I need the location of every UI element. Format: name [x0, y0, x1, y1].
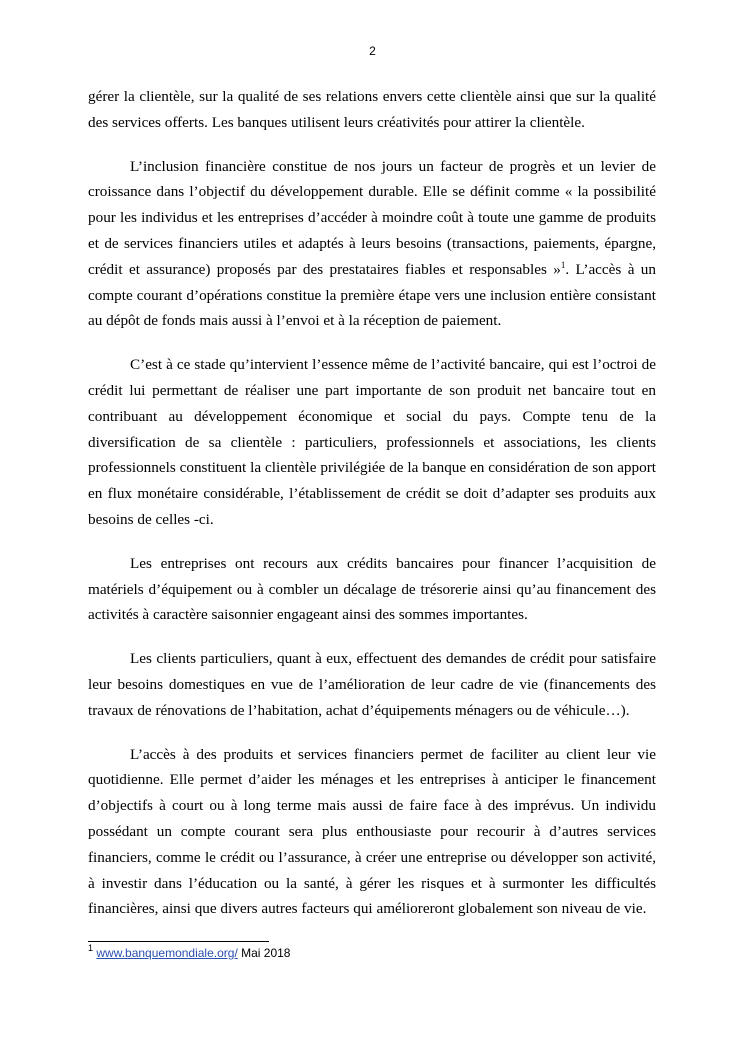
footnote-link[interactable]: www.banquemondiale.org/ — [96, 946, 238, 960]
paragraph-continuation: gérer la clientèle, sur la qualité de ses relations envers cette clientèle ainsi que sur la qualité des services offerts. Les banques utilisent leurs créativités pour attirer la clientèle. — [88, 88, 656, 131]
paragraph-access-services: L’accès à des produits et services financiers permet de faciliter au client leur vie quotidienne. Elle permet d’aider les ménages et les entreprises à anticiper le financement d’objectifs à court ou à long terme mais aussi de faire face à des imprévus. Un individu possédant un compte courant sera plus enthousiaste pour recourir à d’autres services financiers, comme le crédit ou l’assurance, à créer une entreprise ou développer son activité, à investir dans l’éducation ou la santé, à gérer les risques et à surmonter les difficultés financières, ainsi que divers autres facteurs qui amélioreront globalement son niveau de vie. — [88, 745, 656, 918]
paragraph-text: L’inclusion financière constitue de nos jours un facteur de progrès et un levier de croissance dans l’objectif du développement durable. Elle se définit comme « la possibilité pour les individus et les entreprises d’accéder à moindre coût à toute une gamme de produits et de services financiers utiles et adaptés à leurs besoins (transactions, paiements, épargne, crédit et assurance) proposés par des prestataires fiables et responsables » — [88, 157, 656, 278]
paragraph-banking-activity: C’est à ce stade qu’intervient l’essence même de l’activité bancaire, qui est l’octroi de crédit lui permettant de réaliser une part importante de son produit net bancaire tout en contribuant au développement économique et social du pays. Compte tenu de la diversification de sa clientèle : particuliers, professionnels et associations, les clients professionnels constituent la clientèle privilégiée de la banque en considération de son apport en flux monétaire considérable, l’établissement de crédit se doit d’adapter ses produits aux besoins de celles -ci. — [88, 356, 656, 528]
paragraph-financial-inclusion — [88, 154, 656, 335]
footnote-number: 1 — [88, 943, 94, 953]
paragraph-businesses: Les entreprises ont recours aux crédits bancaires pour financer l’acquisition de matériels d’équipement ou à combler un décalage de trésorerie ainsi qu’au financement des activités à caractère saisonnier engageant ainsi des sommes importantes. — [88, 554, 656, 624]
paragraph-text: . L’accès à un compte courant d’opérations constitue la première étape vers une inclusion entière consistant au dépôt de fonds mais aussi à l’envoi et à la réception de paiement. — [88, 260, 656, 330]
footnote-separator — [88, 941, 269, 942]
paragraph-individuals: Les clients particuliers, quant à eux, effectuent des demandes de crédit pour satisfaire leur besoins domestiques en vue de l’amélioration de leur cadre de vie (financements des travaux de rénovations de l’habitation, achat d’équipements ménagers ou de véhicule…). — [88, 650, 656, 719]
page-number: 2 — [369, 44, 376, 58]
footnote-date: Mai 2018 — [237, 946, 291, 960]
document-body — [88, 84, 656, 940]
footnote — [88, 943, 291, 960]
footnote-reference[interactable]: 1 — [560, 259, 566, 270]
